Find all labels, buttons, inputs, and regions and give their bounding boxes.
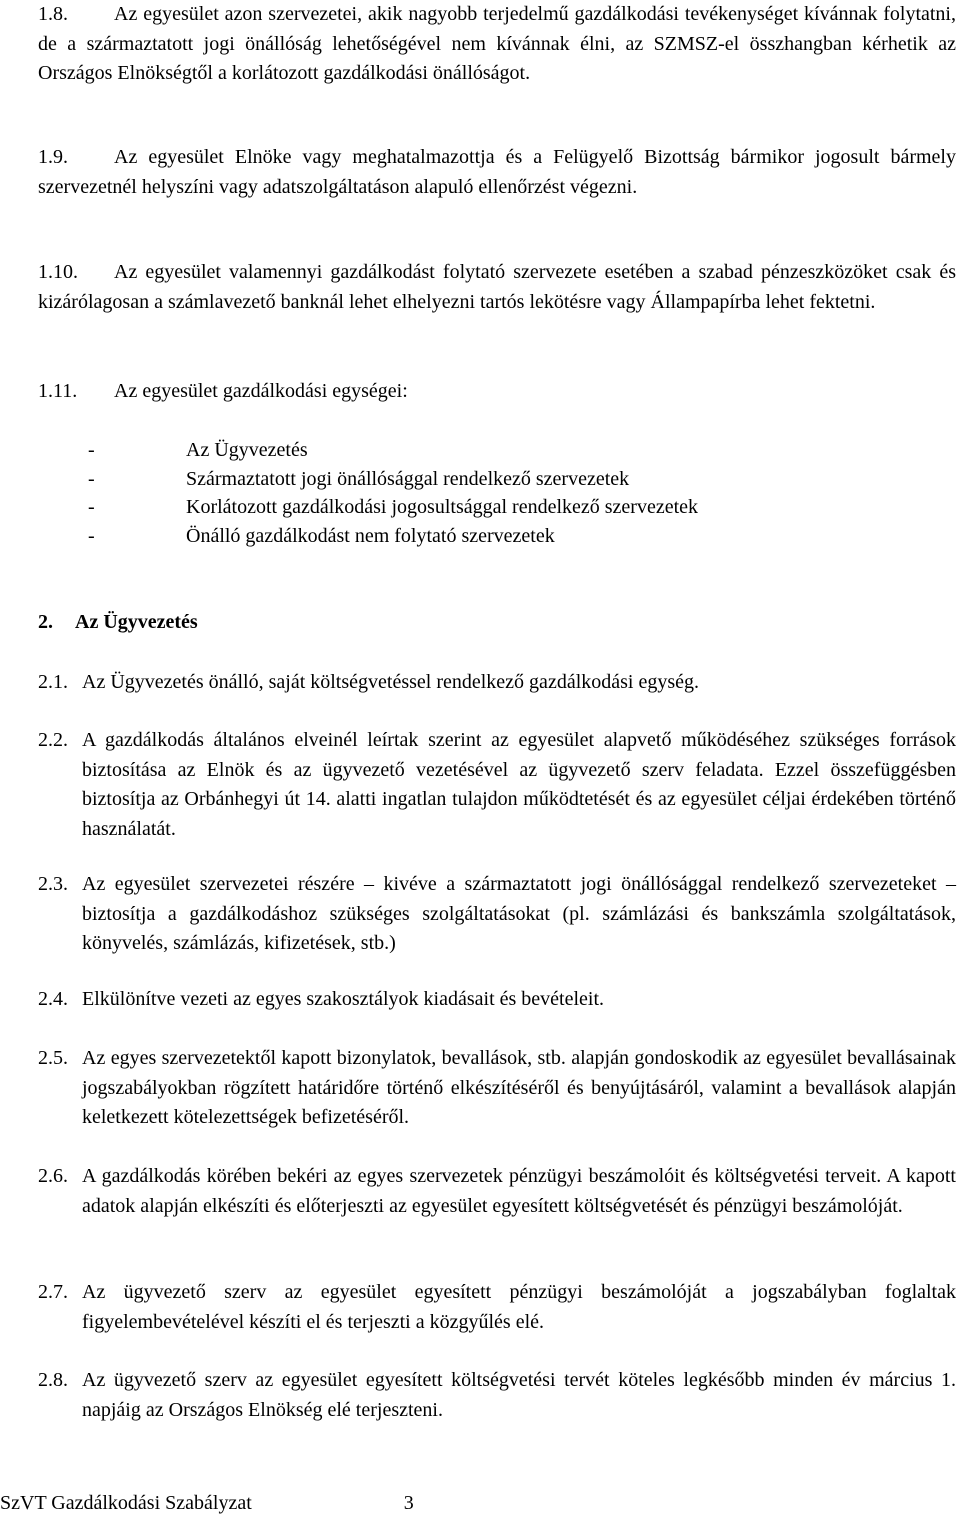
paragraph-2-4 [38,985,956,1015]
list-dash: - [88,439,95,461]
paragraph-text: Az egyes szervezetektől kapott bizonylatok, bevallások, stb. alapján gondoskodik az egyesület bevallásainak jogszabályokban rögzített határidőre történő elkészítéséről és benyújtásáról, valamint a bevallások alapján keletkezett kötelezettségek befizetéséről. [82,1047,956,1128]
paragraph-text: Az egyesület valamennyi gazdálkodást folytató szervezete esetében a szabad pénzeszközöket csak és kizárólagosan a számlavezető banknál lehet elhelyezni tartós lekötésre vagy Állampapírba lehet fektetni. [38,261,956,313]
paragraph-number: 1.9. [38,146,68,168]
paragraph-1-9 [38,143,956,202]
paragraph-1-10 [38,258,956,317]
list-item [88,436,698,465]
paragraph-2-1 [38,668,956,698]
paragraph-text: Az egyesület szervezetei részére – kivéve a származtatott jogi önállósággal rendelkező szervezeteket – biztosítja a gazdálkodáshoz szükséges szolgáltatásokat (pl. számlázási és bankszámla szolgáltatások, könyvelés, számlázás, kifizetések, stb.) [82,873,956,954]
list-item [88,465,698,494]
paragraph-2-3 [38,870,956,959]
paragraph-number: 2.7. [38,1281,68,1303]
page-footer [0,1489,414,1518]
paragraph-text: Elkülönítve vezeti az egyes szakosztályok kiadásait és bevételeit. [82,988,605,1010]
paragraph-text: Az egyesület gazdálkodási egységei: [114,380,408,402]
paragraph-2-2 [38,726,956,844]
footer-title: SzVT Gazdálkodási Szabályzat [0,1492,252,1514]
paragraph-2-8 [38,1366,956,1425]
list-item-text: Korlátozott gazdálkodási jogosultsággal rendelkező szervezetek [186,496,699,519]
list-dash: - [88,496,95,519]
paragraph-2-6 [38,1162,956,1221]
list-item-text: Az Ügyvezetés [186,439,308,461]
paragraph-text: A gazdálkodás körében bekéri az egyes szervezetek pénzügyi beszámolóit és költségvetési terveit. A kapott adatok alapján elkészíti és előterjeszti az egyesület egyesített költségvetését és pénzügyi beszámolóját. [82,1165,956,1217]
unit-list [88,436,698,550]
paragraph-number: 2.8. [38,1369,68,1391]
paragraph-number: 2.6. [38,1165,68,1187]
paragraph-1-11 [38,377,956,407]
page-number: 3 [403,1492,414,1514]
section-heading [38,608,198,637]
paragraph-number: 2.3. [38,873,68,895]
section-title: Az Ügyvezetés [75,611,198,633]
paragraph-text: Az ügyvezető szerv az egyesület egyesített pénzügyi beszámolóját a jogszabályban foglaltak figyelembevételével készíti el és terjeszti a közgyűlés elé. [82,1281,956,1333]
list-dash: - [88,467,95,490]
paragraph-text: Az Ügyvezetés önálló, saját költségvetéssel rendelkező gazdálkodási egység. [82,671,700,693]
paragraph-2-7 [38,1278,956,1337]
paragraph-text: Az ügyvezető szerv az egyesület egyesített költségvetési tervét köteles legkésőbb minden év március 1. napjáig az Országos Elnökség elé terjeszteni. [82,1369,956,1421]
paragraph-number: 2.1. [38,671,68,693]
list-item-text: Származtatott jogi önállósággal rendelkező szervezetek [186,467,630,490]
paragraph-number: 2.4. [38,988,68,1010]
list-item-text: Önálló gazdálkodást nem folytató szervezetek [186,524,555,547]
paragraph-number: 2.2. [38,729,68,751]
list-dash: - [88,524,95,547]
section-number: 2. [38,611,53,633]
paragraph-text: A gazdálkodás általános elveinél leírtak szerint az egyesület alapvető működéséhez szükséges források biztosítása az Elnök és az ügyvezető vezetésével az ügyvezető szerv feladata. Ezzel összefüggésben biztosítja az Orbánhegyi út 14. alatti ingatlan tulajdon működtetését és az egyesület céljai érdekében történő használatát. [82,729,956,840]
paragraph-1-8 [38,0,956,89]
list-item [88,522,698,551]
paragraph-number: 1.10. [38,261,78,283]
list-item [88,493,698,522]
paragraph-text: Az egyesület azon szervezetei, akik nagyobb terjedelmű gazdálkodási tevékenységet kívánnak folytatni, de a származtatott jogi önállóság lehetőségével nem kívánnak élni, az SZMSZ-el összhangban kérhetik az Országos Elnökségtől a korlátozott gazdálkodási önállóságot. [38,3,956,84]
paragraph-number: 1.8. [38,3,68,25]
paragraph-text: Az egyesület Elnöke vagy meghatalmazottja és a Felügyelő Bizottság bármikor jogosult bármely szervezetnél helyszíni vagy adatszolgáltatáson alapuló ellenőrzést végezni. [38,146,956,198]
paragraph-number: 1.11. [38,380,78,402]
paragraph-2-5 [38,1044,956,1133]
paragraph-number: 2.5. [38,1047,68,1069]
